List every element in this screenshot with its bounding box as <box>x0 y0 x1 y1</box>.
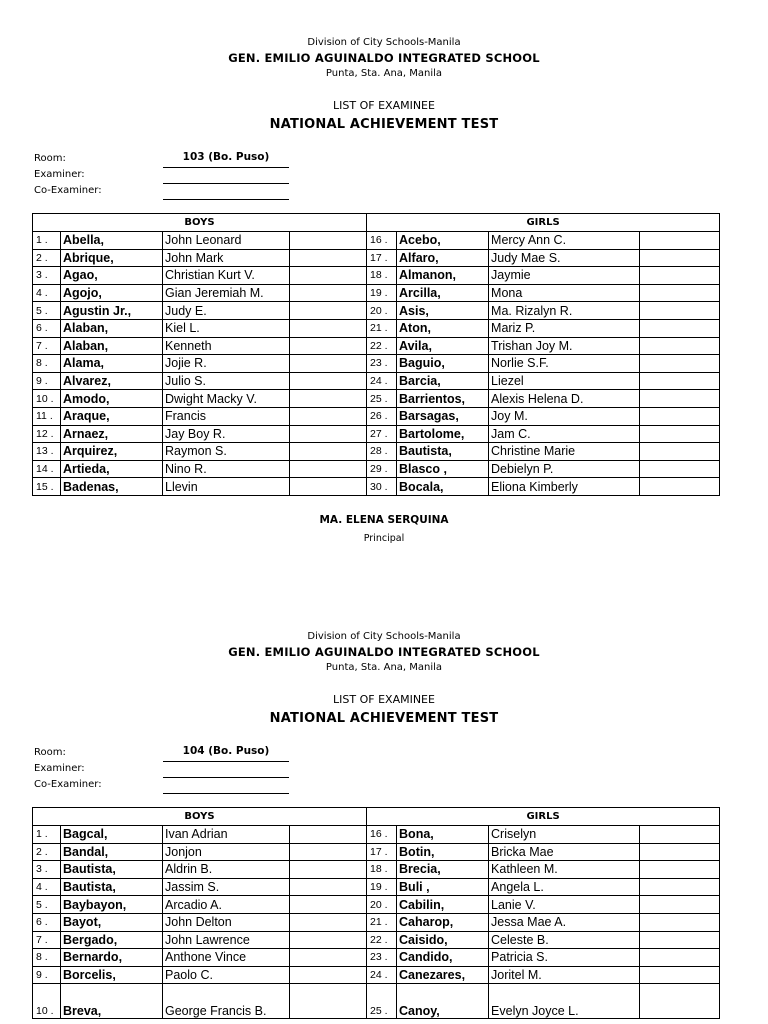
boy-number: 5 . <box>33 302 61 320</box>
girl-blank-cell <box>640 337 720 355</box>
boy-number: 12 . <box>33 425 61 443</box>
girl-blank-cell <box>640 843 720 861</box>
boy-surname: Amodo, <box>61 390 163 408</box>
division-text: Division of City Schools-Manila <box>307 631 461 642</box>
girl-surname: Candido, <box>397 949 489 967</box>
girl-first-name: Jaymie <box>489 267 640 285</box>
girl-first-name: Eliona Kimberly <box>489 478 640 496</box>
girl-number: 21 . <box>367 913 397 931</box>
division-text: Division of City Schools-Manila <box>307 37 461 48</box>
boy-first-name: Kiel L. <box>163 319 290 337</box>
table-row <box>33 302 720 320</box>
boy-blank-cell <box>290 302 367 320</box>
boy-blank-cell <box>290 931 367 949</box>
girl-number: 20 . <box>367 302 397 320</box>
boy-number: 2 . <box>33 843 61 861</box>
girl-first-name: Joy M. <box>489 407 640 425</box>
girl-surname: Blasco , <box>397 460 489 478</box>
girl-surname: Acebo, <box>397 232 489 250</box>
boy-blank-cell <box>290 284 367 302</box>
girl-surname: Buli , <box>397 878 489 896</box>
girl-number: 17 . <box>367 843 397 861</box>
girl-number: 25 . <box>367 984 397 1019</box>
girl-surname: Canoy, <box>397 984 489 1019</box>
boy-blank-cell <box>290 478 367 496</box>
school-address: Punta, Sta. Ana, Manila <box>325 68 443 79</box>
girl-number: 21 . <box>367 319 397 337</box>
examinee-table <box>32 807 720 1019</box>
boy-number: 9 . <box>33 966 61 984</box>
boy-number: 10 . <box>33 984 61 1019</box>
boy-first-name: John Delton <box>163 913 290 931</box>
boy-blank-cell <box>290 949 367 967</box>
girl-number: 22 . <box>367 337 397 355</box>
examinee-table <box>32 213 720 496</box>
room-label: Room: <box>34 153 66 164</box>
boy-number: 10 . <box>33 390 61 408</box>
girl-number: 16 . <box>367 826 397 844</box>
table-row <box>33 443 720 461</box>
girl-surname: Canezares, <box>397 966 489 984</box>
boy-number: 8 . <box>33 355 61 373</box>
boy-surname: Agustin Jr., <box>61 302 163 320</box>
girl-blank-cell <box>640 931 720 949</box>
boy-blank-cell <box>290 267 367 285</box>
girl-first-name: Lanie V. <box>489 896 640 914</box>
girl-number: 20 . <box>367 896 397 914</box>
boy-blank-cell <box>290 826 367 844</box>
boy-number: 1 . <box>33 826 61 844</box>
boy-blank-cell <box>290 355 367 373</box>
boy-number: 6 . <box>33 319 61 337</box>
boy-surname: Arnaez, <box>61 425 163 443</box>
girl-blank-cell <box>640 861 720 879</box>
boy-number: 11 . <box>33 407 61 425</box>
table-row <box>33 913 720 931</box>
room-label: Room: <box>34 747 66 758</box>
girl-surname: Caharop, <box>397 913 489 931</box>
boy-surname: Artieda, <box>61 460 163 478</box>
boy-surname: Agao, <box>61 267 163 285</box>
boy-blank-cell <box>290 984 367 1019</box>
girl-number: 23 . <box>367 949 397 967</box>
boy-surname: Araque, <box>61 407 163 425</box>
girl-surname: Arcilla, <box>397 284 489 302</box>
boy-surname: Baybayon, <box>61 896 163 914</box>
table-row <box>33 407 720 425</box>
girl-blank-cell <box>640 284 720 302</box>
boy-first-name: Julio S. <box>163 372 290 390</box>
girl-surname: Botin, <box>397 843 489 861</box>
girl-first-name: Mona <box>489 284 640 302</box>
table-row <box>33 249 720 267</box>
boy-blank-cell <box>290 966 367 984</box>
table-row <box>33 478 720 496</box>
girl-blank-cell <box>640 949 720 967</box>
boy-blank-cell <box>290 337 367 355</box>
girl-number: 24 . <box>367 966 397 984</box>
boy-blank-cell <box>290 843 367 861</box>
boy-surname: Bernardo, <box>61 949 163 967</box>
girl-number: 18 . <box>367 267 397 285</box>
boy-surname: Badenas, <box>61 478 163 496</box>
table-row <box>33 966 720 984</box>
girl-blank-cell <box>640 896 720 914</box>
girls-header: GIRLS <box>367 808 720 826</box>
boy-surname: Bayot, <box>61 913 163 931</box>
girl-number: 26 . <box>367 407 397 425</box>
boy-number: 3 . <box>33 861 61 879</box>
table-row <box>33 372 720 390</box>
boy-first-name: Paolo C. <box>163 966 290 984</box>
girl-blank-cell <box>640 913 720 931</box>
boy-surname: Bergado, <box>61 931 163 949</box>
boy-blank-cell <box>290 425 367 443</box>
girl-number: 19 . <box>367 878 397 896</box>
boy-blank-cell <box>290 249 367 267</box>
boy-number: 8 . <box>33 949 61 967</box>
boy-first-name: Ivan Adrian <box>163 826 290 844</box>
boy-blank-cell <box>290 896 367 914</box>
boy-number: 9 . <box>33 372 61 390</box>
girl-blank-cell <box>640 232 720 250</box>
boy-number: 13 . <box>33 443 61 461</box>
table-row <box>33 284 720 302</box>
boy-first-name: John Lawrence <box>163 931 290 949</box>
boy-first-name: Anthone Vince <box>163 949 290 967</box>
list-title: LIST OF EXAMINEE <box>333 693 435 706</box>
boy-surname: Alvarez, <box>61 372 163 390</box>
boy-number: 7 . <box>33 337 61 355</box>
girl-first-name: Celeste B. <box>489 931 640 949</box>
boy-first-name: Jay Boy R. <box>163 425 290 443</box>
boy-first-name: Francis <box>163 407 290 425</box>
boy-first-name: Kenneth <box>163 337 290 355</box>
girl-first-name: Ma. Rizalyn R. <box>489 302 640 320</box>
boy-number: 1 . <box>33 232 61 250</box>
girl-number: 29 . <box>367 460 397 478</box>
girl-number: 22 . <box>367 931 397 949</box>
boy-first-name: George Francis B. <box>163 984 290 1019</box>
table-row <box>33 267 720 285</box>
boy-blank-cell <box>290 407 367 425</box>
examiner-line <box>163 777 289 778</box>
girl-blank-cell <box>640 460 720 478</box>
boy-number: 7 . <box>33 931 61 949</box>
girl-number: 28 . <box>367 443 397 461</box>
girl-surname: Aton, <box>397 319 489 337</box>
girl-first-name: Jam C. <box>489 425 640 443</box>
boy-surname: Breva, <box>61 984 163 1019</box>
girl-blank-cell <box>640 372 720 390</box>
girl-number: 17 . <box>367 249 397 267</box>
girl-blank-cell <box>640 984 720 1019</box>
boy-first-name: Judy E. <box>163 302 290 320</box>
girl-blank-cell <box>640 355 720 373</box>
girl-surname: Bartolome, <box>397 425 489 443</box>
boy-surname: Alama, <box>61 355 163 373</box>
girl-number: 18 . <box>367 861 397 879</box>
boy-surname: Abella, <box>61 232 163 250</box>
girl-first-name: Debielyn P. <box>489 460 640 478</box>
table-row <box>33 390 720 408</box>
boy-number: 3 . <box>33 267 61 285</box>
boy-number: 15 . <box>33 478 61 496</box>
boy-number: 6 . <box>33 913 61 931</box>
boy-number: 4 . <box>33 284 61 302</box>
girl-surname: Asis, <box>397 302 489 320</box>
girl-first-name: Criselyn <box>489 826 640 844</box>
boy-first-name: Aldrin B. <box>163 861 290 879</box>
boy-first-name: Llevin <box>163 478 290 496</box>
table-row <box>33 232 720 250</box>
boy-number: 14 . <box>33 460 61 478</box>
boy-surname: Abrique, <box>61 249 163 267</box>
examiner-label: Examiner: <box>34 763 85 774</box>
room-underline <box>163 167 289 168</box>
boy-surname: Bagcal, <box>61 826 163 844</box>
girl-blank-cell <box>640 319 720 337</box>
boy-first-name: Jassim S. <box>163 878 290 896</box>
boy-first-name: Gian Jeremiah M. <box>163 284 290 302</box>
room-value: 103 (Bo. Puso) <box>182 151 270 163</box>
boy-first-name: Christian Kurt V. <box>163 267 290 285</box>
girl-number: 24 . <box>367 372 397 390</box>
girl-surname: Almanon, <box>397 267 489 285</box>
coexaminer-line <box>163 199 289 200</box>
girl-first-name: Judy Mae S. <box>489 249 640 267</box>
girl-surname: Bautista, <box>397 443 489 461</box>
girl-blank-cell <box>640 878 720 896</box>
girl-first-name: Alexis Helena D. <box>489 390 640 408</box>
girl-surname: Brecia, <box>397 861 489 879</box>
test-title: NATIONAL ACHIEVEMENT TEST <box>269 117 499 132</box>
table-row <box>33 843 720 861</box>
girl-surname: Caisido, <box>397 931 489 949</box>
girl-surname: Barrientos, <box>397 390 489 408</box>
girl-blank-cell <box>640 267 720 285</box>
girl-blank-cell <box>640 249 720 267</box>
girl-blank-cell <box>640 390 720 408</box>
boy-blank-cell <box>290 443 367 461</box>
boy-first-name: John Mark <box>163 249 290 267</box>
girl-first-name: Christine Marie <box>489 443 640 461</box>
boy-first-name: Arcadio A. <box>163 896 290 914</box>
test-title: NATIONAL ACHIEVEMENT TEST <box>269 711 499 726</box>
boy-first-name: John Leonard <box>163 232 290 250</box>
boy-blank-cell <box>290 913 367 931</box>
girl-surname: Barcia, <box>397 372 489 390</box>
girl-surname: Alfaro, <box>397 249 489 267</box>
boy-first-name: Jonjon <box>163 843 290 861</box>
boy-blank-cell <box>290 319 367 337</box>
girl-first-name: Angela L. <box>489 878 640 896</box>
girl-surname: Avila, <box>397 337 489 355</box>
girl-blank-cell <box>640 826 720 844</box>
table-row <box>33 861 720 879</box>
boy-first-name: Dwight Macky V. <box>163 390 290 408</box>
boy-blank-cell <box>290 390 367 408</box>
girl-blank-cell <box>640 425 720 443</box>
room-underline <box>163 761 289 762</box>
boy-blank-cell <box>290 861 367 879</box>
table-row <box>33 896 720 914</box>
coexaminer-label: Co-Examiner: <box>34 185 102 196</box>
boy-blank-cell <box>290 232 367 250</box>
room-value: 104 (Bo. Puso) <box>182 745 270 757</box>
principal-title: Principal <box>363 533 405 544</box>
girl-blank-cell <box>640 302 720 320</box>
coexaminer-line <box>163 793 289 794</box>
boy-first-name: Raymon S. <box>163 443 290 461</box>
table-row <box>33 826 720 844</box>
boy-number: 2 . <box>33 249 61 267</box>
boy-blank-cell <box>290 372 367 390</box>
table-row <box>33 878 720 896</box>
boy-surname: Bandal, <box>61 843 163 861</box>
girl-first-name: Bricka Mae <box>489 843 640 861</box>
girl-number: 19 . <box>367 284 397 302</box>
school-address: Punta, Sta. Ana, Manila <box>325 662 443 673</box>
table-row <box>33 337 720 355</box>
table-row <box>33 425 720 443</box>
girl-first-name: Patricia S. <box>489 949 640 967</box>
boy-surname: Agojo, <box>61 284 163 302</box>
boy-blank-cell <box>290 460 367 478</box>
girl-number: 23 . <box>367 355 397 373</box>
list-title: LIST OF EXAMINEE <box>333 99 435 112</box>
boy-surname: Bautista, <box>61 861 163 879</box>
girl-number: 16 . <box>367 232 397 250</box>
boy-surname: Arquirez, <box>61 443 163 461</box>
table-row <box>33 460 720 478</box>
boy-first-name: Jojie R. <box>163 355 290 373</box>
girl-first-name: Mercy Ann C. <box>489 232 640 250</box>
girl-first-name: Liezel <box>489 372 640 390</box>
girl-surname: Bona, <box>397 826 489 844</box>
girl-first-name: Trishan Joy M. <box>489 337 640 355</box>
coexaminer-label: Co-Examiner: <box>34 779 102 790</box>
boy-surname: Alaban, <box>61 337 163 355</box>
boys-header: BOYS <box>33 808 367 826</box>
boy-surname: Bautista, <box>61 878 163 896</box>
principal-name: MA. ELENA SERQUINA <box>319 514 449 526</box>
girl-first-name: Joritel M. <box>489 966 640 984</box>
girl-surname: Bocala, <box>397 478 489 496</box>
boys-header: BOYS <box>33 214 367 232</box>
girl-blank-cell <box>640 478 720 496</box>
girl-surname: Barsagas, <box>397 407 489 425</box>
girl-first-name: Jessa Mae A. <box>489 913 640 931</box>
girl-blank-cell <box>640 407 720 425</box>
girl-first-name: Mariz P. <box>489 319 640 337</box>
table-row <box>33 931 720 949</box>
boy-blank-cell <box>290 878 367 896</box>
boy-number: 5 . <box>33 896 61 914</box>
table-row <box>33 355 720 373</box>
girl-blank-cell <box>640 443 720 461</box>
girl-first-name: Evelyn Joyce L. <box>489 984 640 1019</box>
girl-first-name: Norlie S.F. <box>489 355 640 373</box>
boy-surname: Alaban, <box>61 319 163 337</box>
girl-blank-cell <box>640 966 720 984</box>
girls-header: GIRLS <box>367 214 720 232</box>
table-row <box>33 319 720 337</box>
boy-surname: Borcelis, <box>61 966 163 984</box>
school-name: GEN. EMILIO AGUINALDO INTEGRATED SCHOOL <box>228 51 540 65</box>
table-row <box>33 984 720 1019</box>
girl-number: 27 . <box>367 425 397 443</box>
girl-number: 30 . <box>367 478 397 496</box>
girl-first-name: Kathleen M. <box>489 861 640 879</box>
girl-number: 25 . <box>367 390 397 408</box>
girl-surname: Cabilin, <box>397 896 489 914</box>
examiner-line <box>163 183 289 184</box>
examiner-label: Examiner: <box>34 169 85 180</box>
school-name: GEN. EMILIO AGUINALDO INTEGRATED SCHOOL <box>228 645 540 659</box>
girl-surname: Baguio, <box>397 355 489 373</box>
table-row <box>33 949 720 967</box>
boy-first-name: Nino R. <box>163 460 290 478</box>
boy-number: 4 . <box>33 878 61 896</box>
